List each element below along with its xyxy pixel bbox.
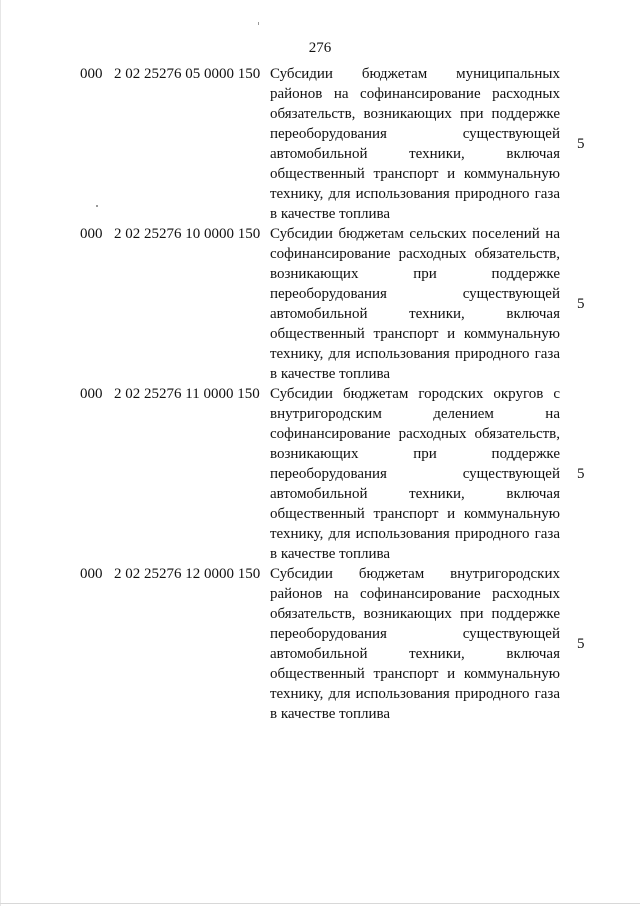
level-number: 5 [577, 465, 585, 482]
budget-classification-code: 2 02 25276 05 0000 150 [114, 66, 261, 82]
table-row [0, 224, 640, 384]
scan-speck [96, 205, 98, 207]
row-description: Субсидии бюджетам муниципальных районов на софинансирование расходных обязательств, возникающих при поддержке переоборудования существующей автомобильной техники, включая общественный транспорт и коммунальную технику, для использования природного газа в качестве топлива [270, 66, 560, 222]
level-number: 5 [577, 295, 585, 312]
scan-speck [258, 22, 259, 25]
budget-classification-code: 2 02 25276 10 0000 150 [114, 226, 261, 242]
budget-code-table [0, 64, 640, 724]
budget-classification-code: 2 02 25276 11 0000 150 [114, 386, 260, 402]
page-number: 276 [308, 40, 332, 56]
budget-classification-code: 2 02 25276 12 0000 150 [114, 566, 261, 582]
table-row [0, 384, 640, 564]
table-row [0, 64, 640, 224]
row-description: Субсидии бюджетам городских округов с внутригородским делением на софинансирование расходных обязательств, возникающих при поддержке переоборудования существующей автомобильной техники, включая общественный транспорт и коммунальную технику, для использования природного газа в качестве топлива [270, 386, 560, 562]
table-row [0, 564, 640, 724]
admin-code: 000 [80, 66, 103, 82]
row-description: Субсидии бюджетам внутригородских районов на софинансирование расходных обязательств, возникающих при поддержке переоборудования существующей автомобильной техники, включая общественный транспорт и коммунальную технику, для использования природного газа в качестве топлива [270, 566, 560, 722]
admin-code: 000 [80, 386, 103, 402]
scan-bottom-edge [0, 903, 640, 904]
level-number: 5 [577, 635, 585, 652]
row-description: Субсидии бюджетам сельских поселений на софинансирование расходных обязательств, возникающих при поддержке переоборудования существующей автомобильной техники, включая общественный транспорт и коммунальную технику, для использования природного газа в качестве топлива [270, 226, 560, 382]
level-number: 5 [577, 135, 585, 152]
admin-code: 000 [80, 566, 103, 582]
admin-code: 000 [80, 226, 103, 242]
